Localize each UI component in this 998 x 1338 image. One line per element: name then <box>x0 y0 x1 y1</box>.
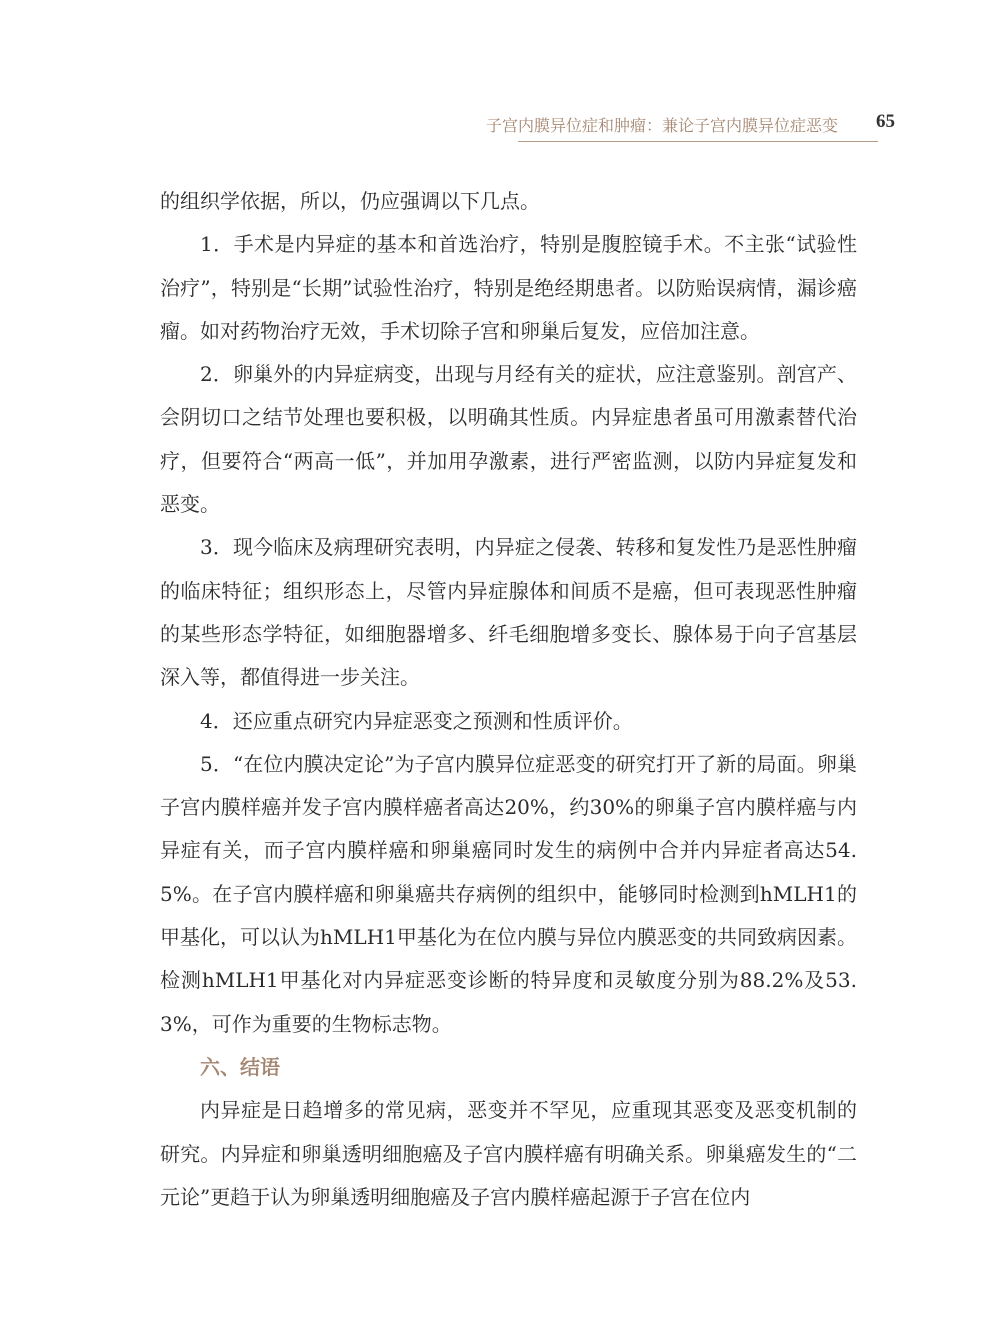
paragraph-point-1: 1．手术是内异症的基本和首选治疗，特别是腹腔镜手术。不主张“试验性治疗”，特别是“长期”试验性治疗，特别是绝经期患者。以防贻误病情，漏诊癌瘤。如对药物治疗无效，手术切除子宫和卵巢后复发，应倍加注意。 <box>160 232 857 343</box>
page-number: 65 <box>876 111 895 132</box>
paragraph-point-5: 5．“在位内膜决定论”为子宫内膜异位症恶变的研究打开了新的局面。卵巢子宫内膜样癌并发子宫内膜样癌者高达20%，约30%的卵巢子宫内膜样癌与内异症有关，而子宫内膜样癌和卵巢癌同时发生的病例中合并内异症者高达54.5%。在子宫内膜样癌和卵巢癌共存病例的组织中，能够同时检测到hMLH1的甲基化，可以认为hMLH1甲基化为在位内膜与异位内膜恶变的共同致病因素。检测hMLH1甲基化对内异症恶变诊断的特异度和灵敏度分别为88.2%及53.3%，可作为重要的生物标志物。 <box>160 751 857 1036</box>
paragraph-continuation: 的组织学依据，所以，仍应强调以下几点。 <box>160 189 540 213</box>
paragraph-conclusion: 内异症是日趋增多的常见病，恶变并不罕见，应重现其恶变及恶变机制的研究。内异症和卵巢透明细胞癌及子宫内膜样癌有明确关系。卵巢癌发生的“二元论”更趋于认为卵巢透明细胞癌及子宫内膜样癌起源于子宫在位内 <box>160 1098 857 1209</box>
body-text <box>160 180 857 1219</box>
running-header-title: 子宫内膜异位症和肿瘤：兼论子宫内膜异位症恶变 <box>485 116 838 135</box>
section-heading-conclusion: 六、结语 <box>200 1054 280 1079</box>
paragraph-point-3: 3．现今临床及病理研究表明，内异症之侵袭、转移和复发性乃是恶性肿瘤的临床特征；组织形态上，尽管内异症腺体和间质不是癌，但可表现恶性肿瘤的某些形态学特征，如细胞器增多、纤毛细胞增多变长、腺体易于向子宫基层深入等，都值得进一步关注。 <box>160 535 857 690</box>
running-header <box>485 111 878 142</box>
paragraph-point-2: 2．卵巢外的内异症病变，出现与月经有关的症状，应注意鉴别。剖宫产、会阴切口之结节处理也要积极，以明确其性质。内异症患者虽可用激素替代治疗，但要符合“两高一低”，并加用孕激素，进行严密监测，以防内异症复发和恶变。 <box>160 362 857 517</box>
paragraph-point-4: 4．还应重点研究内异症恶变之预测和性质评价。 <box>200 708 633 733</box>
